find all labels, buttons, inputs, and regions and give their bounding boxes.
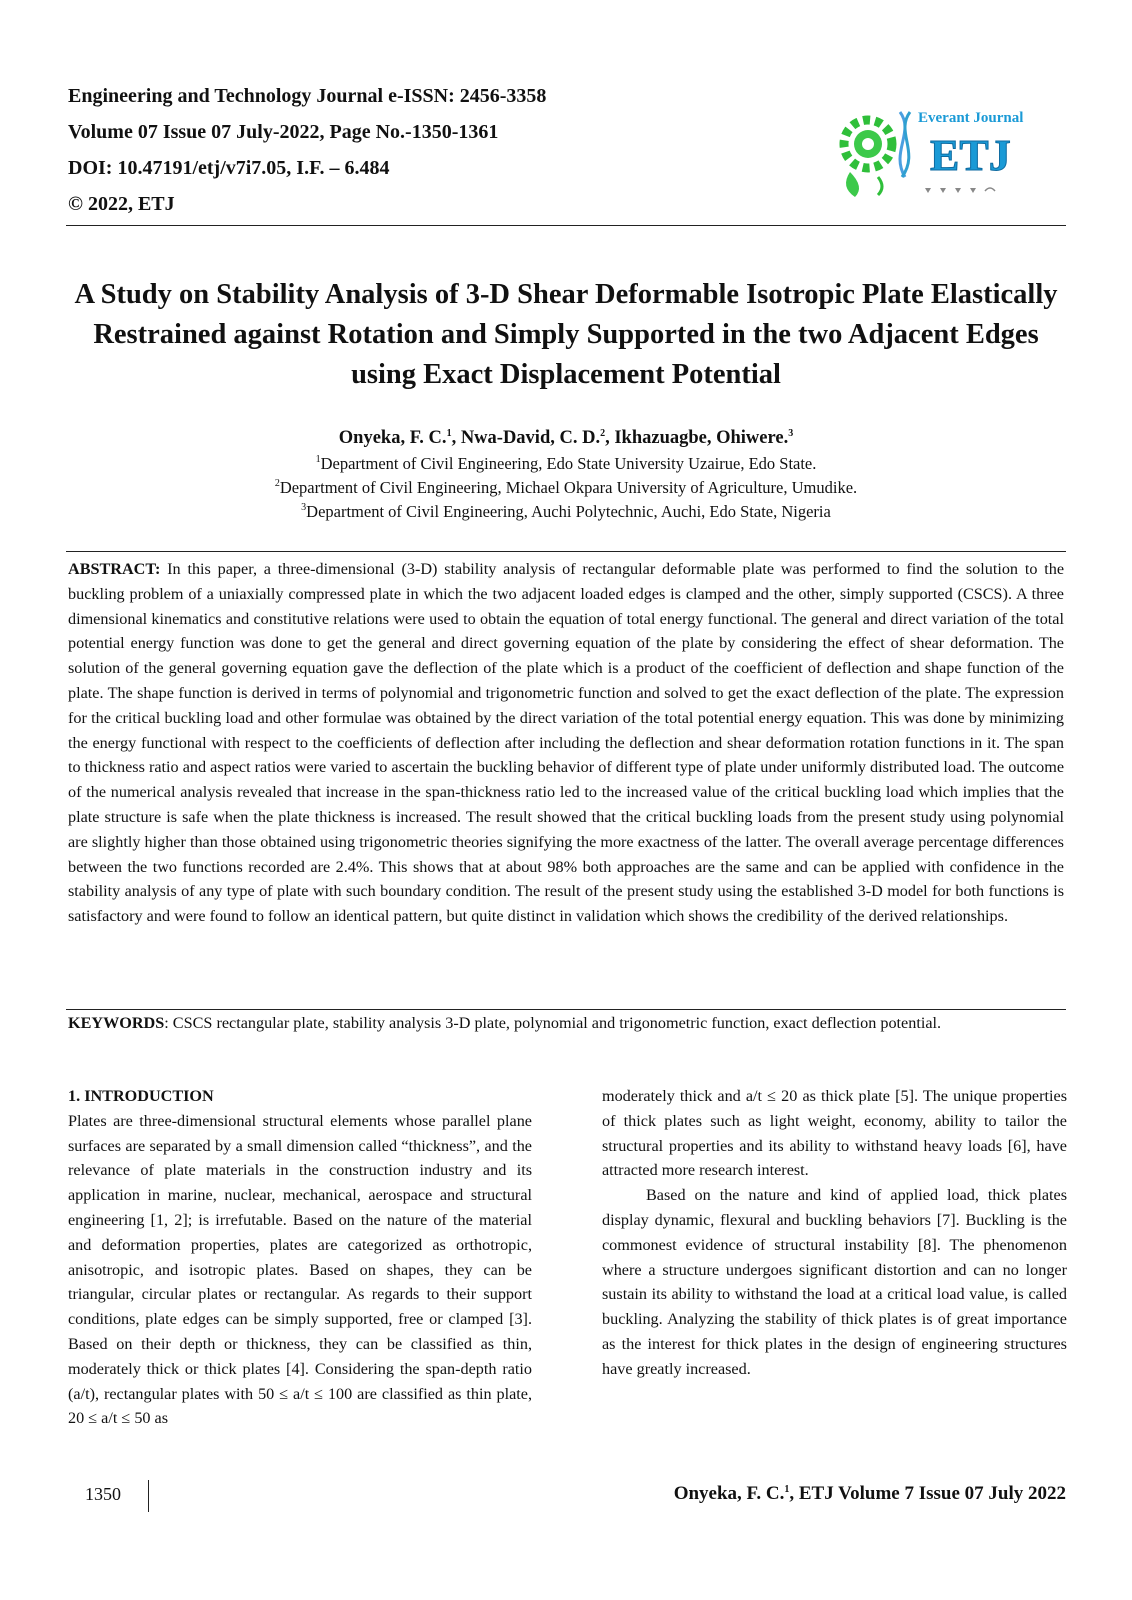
intro-paragraph-1: Plates are three-dimensional structural elements whose parallel plane surfaces are separated by a small dimension called “thickness”, and the relevance of plate materials in the construction industry and its application in marine, nuclear, mechanical, aerospace and structural engineering [1, 2]; is irrefutable. Based on the nature of the material and deformation properties, plates are categorized as orthotropic, anisotropic, and isotropic plates. Based on shapes, they can be triangular, circular plates or rectangular. As regards to their support conditions, plate edges can be simply supported, free or clamped [3]. Based on their depth or thickness, they can be classified as thin, moderately thick or thick plates [4]. Considering the span-depth ratio (a/t), rectangular plates with 50 ≤ a/t ≤ 100 are classified as thin plate, 20 ≤ a/t ≤ 50 as — [68, 1111, 532, 1428]
doi-line: DOI: 10.47191/etj/v7i7.05, I.F. – 6.484 — [68, 157, 390, 179]
intro-paragraph-2: moderately thick and a/t ≤ 20 as thick plate [5]. The unique properties of thick plates such as light weight, economy, ability to tailor the structural properties and its ability to withstand heavy loads [6], have attracted more research interest. — [602, 1087, 1067, 1180]
volume-line: Volume 07 Issue 07 July-2022, Page No.-1350-1361 — [68, 121, 499, 143]
affiliation-sup: 1 — [315, 454, 321, 465]
copyright-line: © 2022, ETJ — [68, 193, 175, 215]
abstract — [68, 557, 1064, 929]
affiliation-text: Department of Civil Engineering, Auchi Polytechnic, Auchi, Edo State, Nigeria — [306, 502, 831, 521]
affiliation-text: Department of Civil Engineering, Michael Okpara University of Agriculture, Umudike. — [279, 478, 858, 497]
author-sup: 3 — [788, 428, 794, 439]
wave-decoration-icon — [925, 188, 995, 193]
left-column — [68, 1084, 532, 1431]
affiliation-3 — [66, 502, 1066, 522]
etj-logo — [830, 92, 1040, 202]
author-sup: 2 — [600, 428, 606, 439]
journal-header — [68, 78, 768, 222]
author-list — [66, 428, 1066, 449]
affiliation-2 — [66, 478, 1066, 498]
abstract-top-rule — [66, 551, 1066, 552]
gear-icon — [844, 120, 892, 168]
affiliation-sup: 3 — [301, 502, 307, 513]
section-heading: 1. INTRODUCTION — [68, 1087, 214, 1105]
dna-helix-icon — [900, 112, 910, 177]
leaf-decoration-icon — [846, 172, 882, 197]
footer-divider — [148, 1480, 149, 1512]
intro-paragraph-3: Based on the nature and kind of applied load, thick plates display dynamic, flexural and buckling behaviors [7]. Buckling is the commonest evidence of structural instability [8]. The phenomenon where a structure undergoes significant distortion and can no longer sustain its ability to withstand the load at a critical load value, is called buckling. Analyzing the stability of thick plates is of great importance as the interest for thick plates in the design of engineering structures have greatly increased. — [602, 1186, 1067, 1378]
keywords — [68, 1011, 1064, 1036]
running-footer — [674, 1483, 1066, 1505]
page-number: 1350 — [85, 1484, 121, 1504]
affiliation-sup: 2 — [274, 478, 280, 489]
author-name: Ikhazuagbe, Ohiwere. — [614, 428, 789, 448]
affiliation-text: Department of Civil Engineering, Edo State University Uzairue, Edo State. — [320, 454, 817, 473]
footer-author: Onyeka, F. C. — [673, 1483, 785, 1504]
keywords-text: : CSCS rectangular plate, stability analysis 3-D plate, polynomial and trigonometric function, exact deflection potential. — [164, 1014, 942, 1032]
logo-main-text: ETJ — [930, 131, 1011, 180]
author-name: Onyeka, F. C. — [338, 428, 447, 448]
abstract-text: In this paper, a three-dimensional (3-D) stability analysis of rectangular deformable plate was performed to find the solution to the buckling problem of a uniaxially compressed plate in which the two adjacent loaded edges is clamped and the other, simply supported (CSCS). A three dimensional kinematics and constitutive relations were used to obtain the equation of total energy functional. The general and direct variation of the total potential energy function was done to get the general and direct governing equation of the plate by considering the effect of shear deformation. The solution of the general governing equation gave the deflection of the plate which is a product of the coefficient of deflection and shape function of the plate. The shape function is derived in terms of polynomial and trigonometric function and solved to get the exact deflection of the plate. The expression for the critical buckling load and other formulae was obtained by the direct variation of the total potential energy equation. This was done by minimizing the energy functional with respect to the coefficients of deflection after including the deflection and shear deformation rotation functions in it. The span to thickness ratio and aspect ratios were varied to ascertain the buckling behavior of different type of plate under uniformly distributed load. The outcome of the numerical analysis revealed that increase in the span-thickness ratio led to the increased value of the critical buckling load which implies that the plate structure is safe when the plate thickness is increased. The result showed that the critical buckling loads from the present study using polynomial are slightly higher than those obtained using trigonometric theories signifying the more exactness of the latter. The overall average percentage differences between the two functions recorded are 2.4%. This shows that at about 98% both approaches are the same and can be applied with confidence in the stability analysis of any type of plate with such boundary condition. The result of the present study using the established 3-D model for both functions is satisfactory and were found to follow an identical pattern, but quite distinct in validation which shows the credibility of the derived relationships. — [68, 560, 1065, 926]
author-name: Nwa-David, C. D. — [460, 428, 601, 448]
keywords-top-rule — [66, 1009, 1066, 1010]
affiliation-1 — [66, 454, 1066, 474]
footer-sup: 1 — [784, 1484, 790, 1495]
journal-name-line: Engineering and Technology Journal e-ISSN: 2456-3358 — [68, 85, 547, 107]
keywords-label: KEYWORDS — [68, 1014, 165, 1032]
abstract-label: ABSTRACT: — [68, 560, 161, 578]
right-column — [602, 1084, 1067, 1382]
author-separator: , — [605, 428, 615, 448]
paper-title: A Study on Stability Analysis of 3-D Shear Deformable Isotropic Plate Elastically Restrained against Rotation and Simply Supported in the two Adjacent Edges using Exact Displacement Potential — [74, 279, 1058, 390]
author-sup: 1 — [446, 428, 452, 439]
author-separator: , — [451, 428, 461, 448]
footer-journal: , ETJ Volume 7 Issue 07 July 2022 — [789, 1483, 1066, 1504]
logo-top-text: Everant Journal — [918, 110, 1024, 126]
header-rule — [66, 225, 1066, 226]
